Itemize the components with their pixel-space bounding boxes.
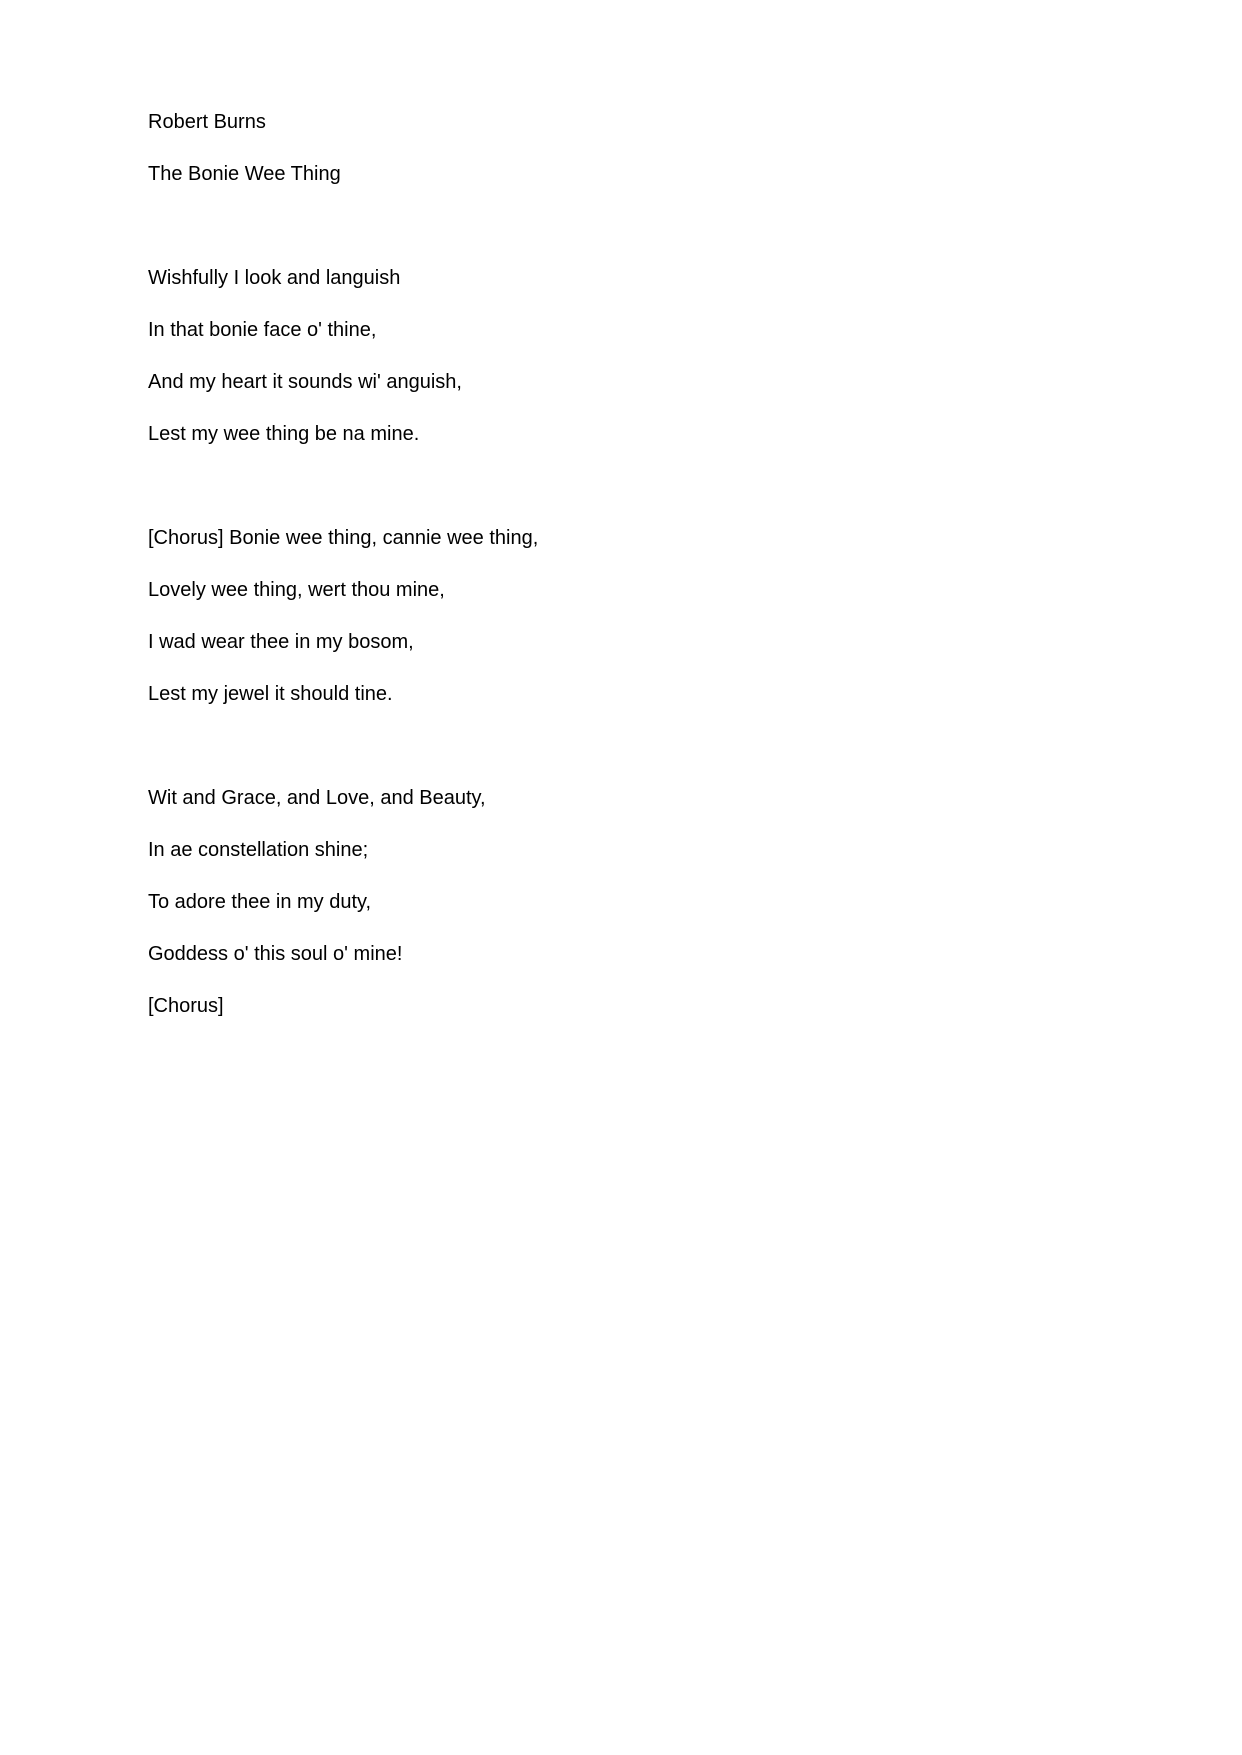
author-name: Robert Burns (148, 111, 266, 133)
chorus-marker: [Chorus] (148, 995, 224, 1017)
document-body (148, 110, 1148, 1018)
blank-line (148, 214, 1148, 266)
verse-line: Goddess o' this soul o' mine! (148, 943, 403, 965)
poem-title: The Bonie Wee Thing (148, 163, 341, 185)
verse-line: Lest my wee thing be na mine. (148, 423, 420, 445)
verse-line: Lest my jewel it should tine. (148, 683, 393, 705)
verse-line: And my heart it sounds wi' anguish, (148, 371, 462, 393)
verse-line: Wishfully I look and languish (148, 267, 401, 289)
stanza-1 (148, 266, 1148, 446)
blank-line (148, 446, 1148, 526)
verse-line: [Chorus] Bonie wee thing, cannie wee thing, (148, 527, 539, 549)
stanza-2 (148, 526, 1148, 706)
verse-line: Lovely wee thing, wert thou mine, (148, 579, 445, 601)
stanza-3 (148, 786, 1148, 1018)
blank-line (148, 706, 1148, 786)
verse-line: Wit and Grace, and Love, and Beauty, (148, 787, 486, 809)
verse-line: In ae constellation shine; (148, 839, 369, 861)
verse-line: In that bonie face o' thine, (148, 319, 377, 341)
verse-line: To adore thee in my duty, (148, 891, 372, 913)
verse-line: I wad wear thee in my bosom, (148, 631, 414, 653)
